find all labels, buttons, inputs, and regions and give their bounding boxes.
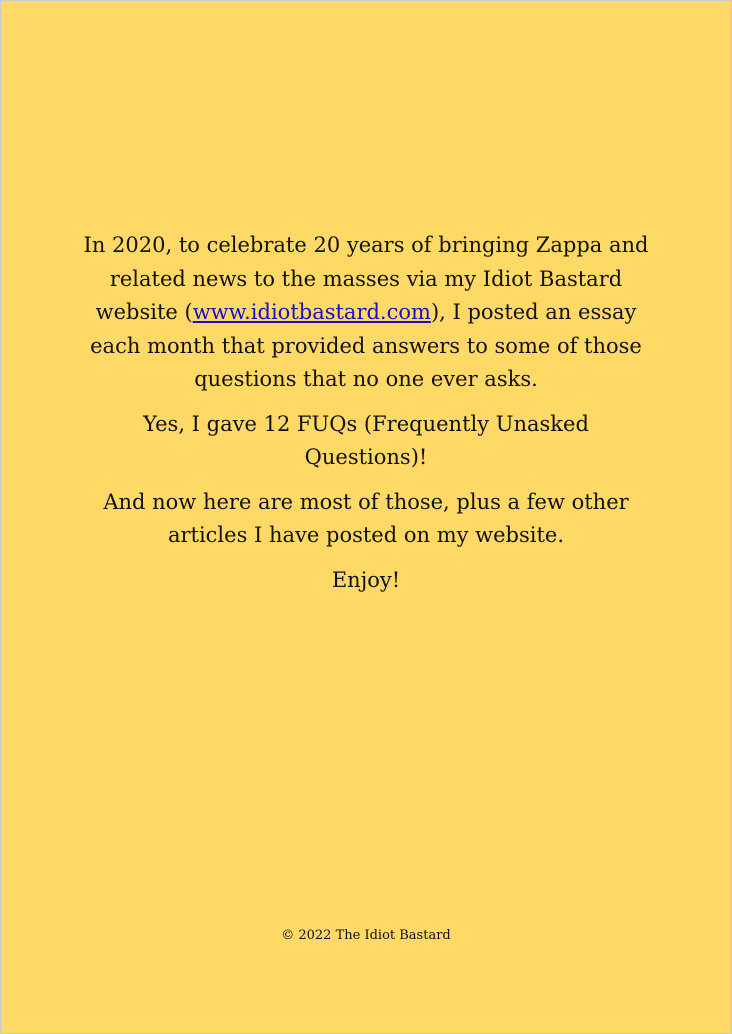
website-link[interactable]: www.idiotbastard.com bbox=[192, 300, 431, 324]
articles-paragraph: And now here are most of those, plus a few other articles I have posted on my website. bbox=[103, 489, 629, 547]
fuqs-paragraph: Yes, I gave 12 FUQs (Frequently Unasked Questions)! bbox=[143, 411, 589, 469]
copyright-footer: © 2022 The Idiot Bastard bbox=[281, 928, 451, 943]
body-text bbox=[81, 229, 651, 608]
enjoy-paragraph: Enjoy! bbox=[331, 567, 401, 592]
intro-text-after-link: ), I posted an essay each month that provided answers to some of those questions that no one ever asks. bbox=[90, 300, 642, 391]
intro-text-before-link: In 2020, to celebrate 20 years of bringing Zappa and related news to the masses via my Idiot Bastard website ( bbox=[83, 233, 649, 324]
intro-paragraph bbox=[81, 229, 651, 397]
